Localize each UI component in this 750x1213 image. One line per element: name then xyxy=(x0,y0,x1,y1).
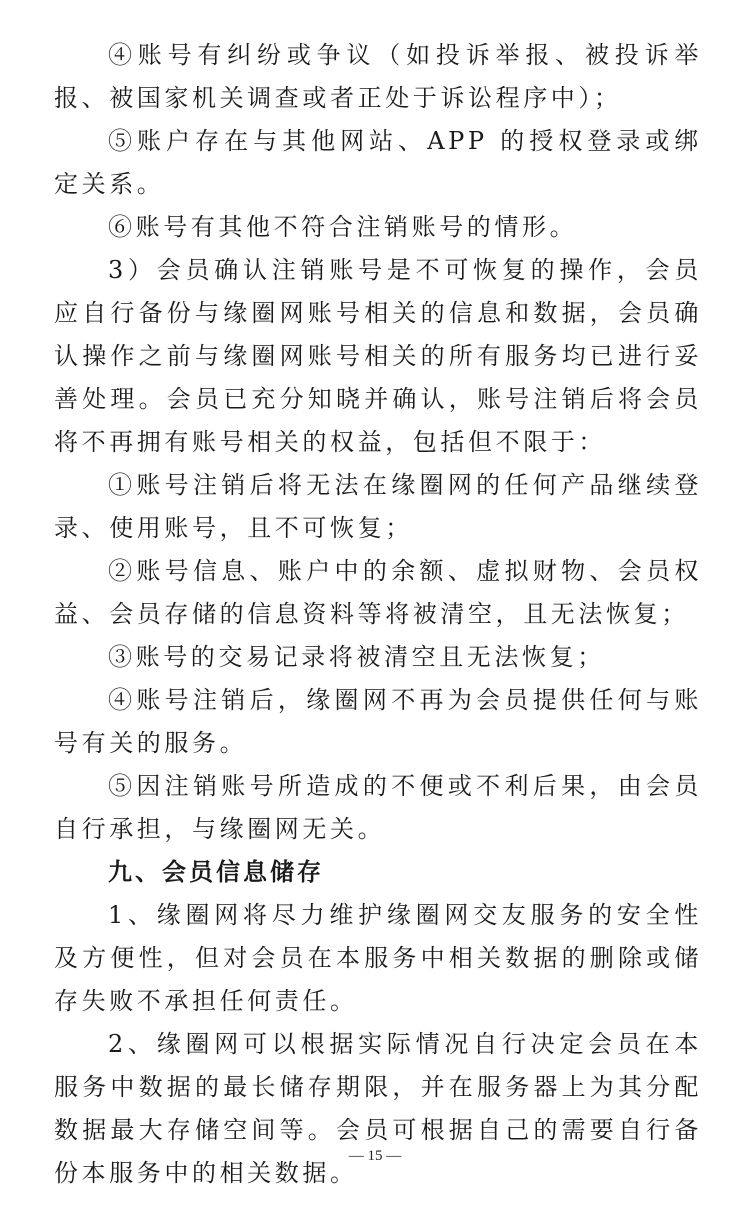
paragraph-clause-3: 3）会员确认注销账号是不可恢复的操作，会员应自行备份与缘圈网账号相关的信息和数据，会员确认操作之前与缘圈网账号相关的所有服务均已进行妥善处理。会员已充分知晓并确认，账号注销后将会员将不再拥有账号相关的权益，包括但不限于： xyxy=(54,256,702,456)
paragraph-consequence-1: ①账号注销后将无法在缘圈网的任何产品继续登录、使用账号，且不可恢复； xyxy=(54,471,702,542)
paragraph-item-4-dispute: ④账号有纠纷或争议（如投诉举报、被投诉举报、被国家机关调查或者正处于诉讼程序中）； xyxy=(54,41,702,112)
page-number: — 15 — xyxy=(348,1148,402,1164)
section-heading: 九、会员信息储存 xyxy=(108,858,324,886)
paragraph-consequence-3: ③账号的交易记录将被清空且无法恢复； xyxy=(108,643,605,671)
paragraph-item-6-other: ⑥账号有其他不符合注销账号的情形。 xyxy=(108,213,578,241)
paragraph-consequence-5: ⑤因注销账号所造成的不便或不利后果，由会员自行承担，与缘圈网无关。 xyxy=(54,772,702,843)
paragraph-item-5-binding: ⑤账户存在与其他网站、APP 的授权登录或绑定关系。 xyxy=(54,127,702,198)
section-paragraph-1: 1、缘圈网将尽力维护缘圈网交友服务的安全性及方便性，但对会员在本服务中相关数据的删除或储存失败不承担任何责任。 xyxy=(54,901,702,1015)
section-paragraph-2: 2、缘圈网可以根据实际情况自行决定会员在本服务中数据的最长储存期限，并在服务器上为其分配数据最大存储空间等。会员可根据自己的需要自行备份本服务中的相关数据。 xyxy=(54,1030,702,1187)
paragraph-consequence-4: ④账号注销后，缘圈网不再为会员提供任何与账号有关的服务。 xyxy=(54,686,702,757)
paragraph-consequence-2: ②账号信息、账户中的余额、虚拟财物、会员权益、会员存储的信息资料等将被清空，且无法恢复； xyxy=(54,557,702,628)
document-body xyxy=(54,34,702,1195)
